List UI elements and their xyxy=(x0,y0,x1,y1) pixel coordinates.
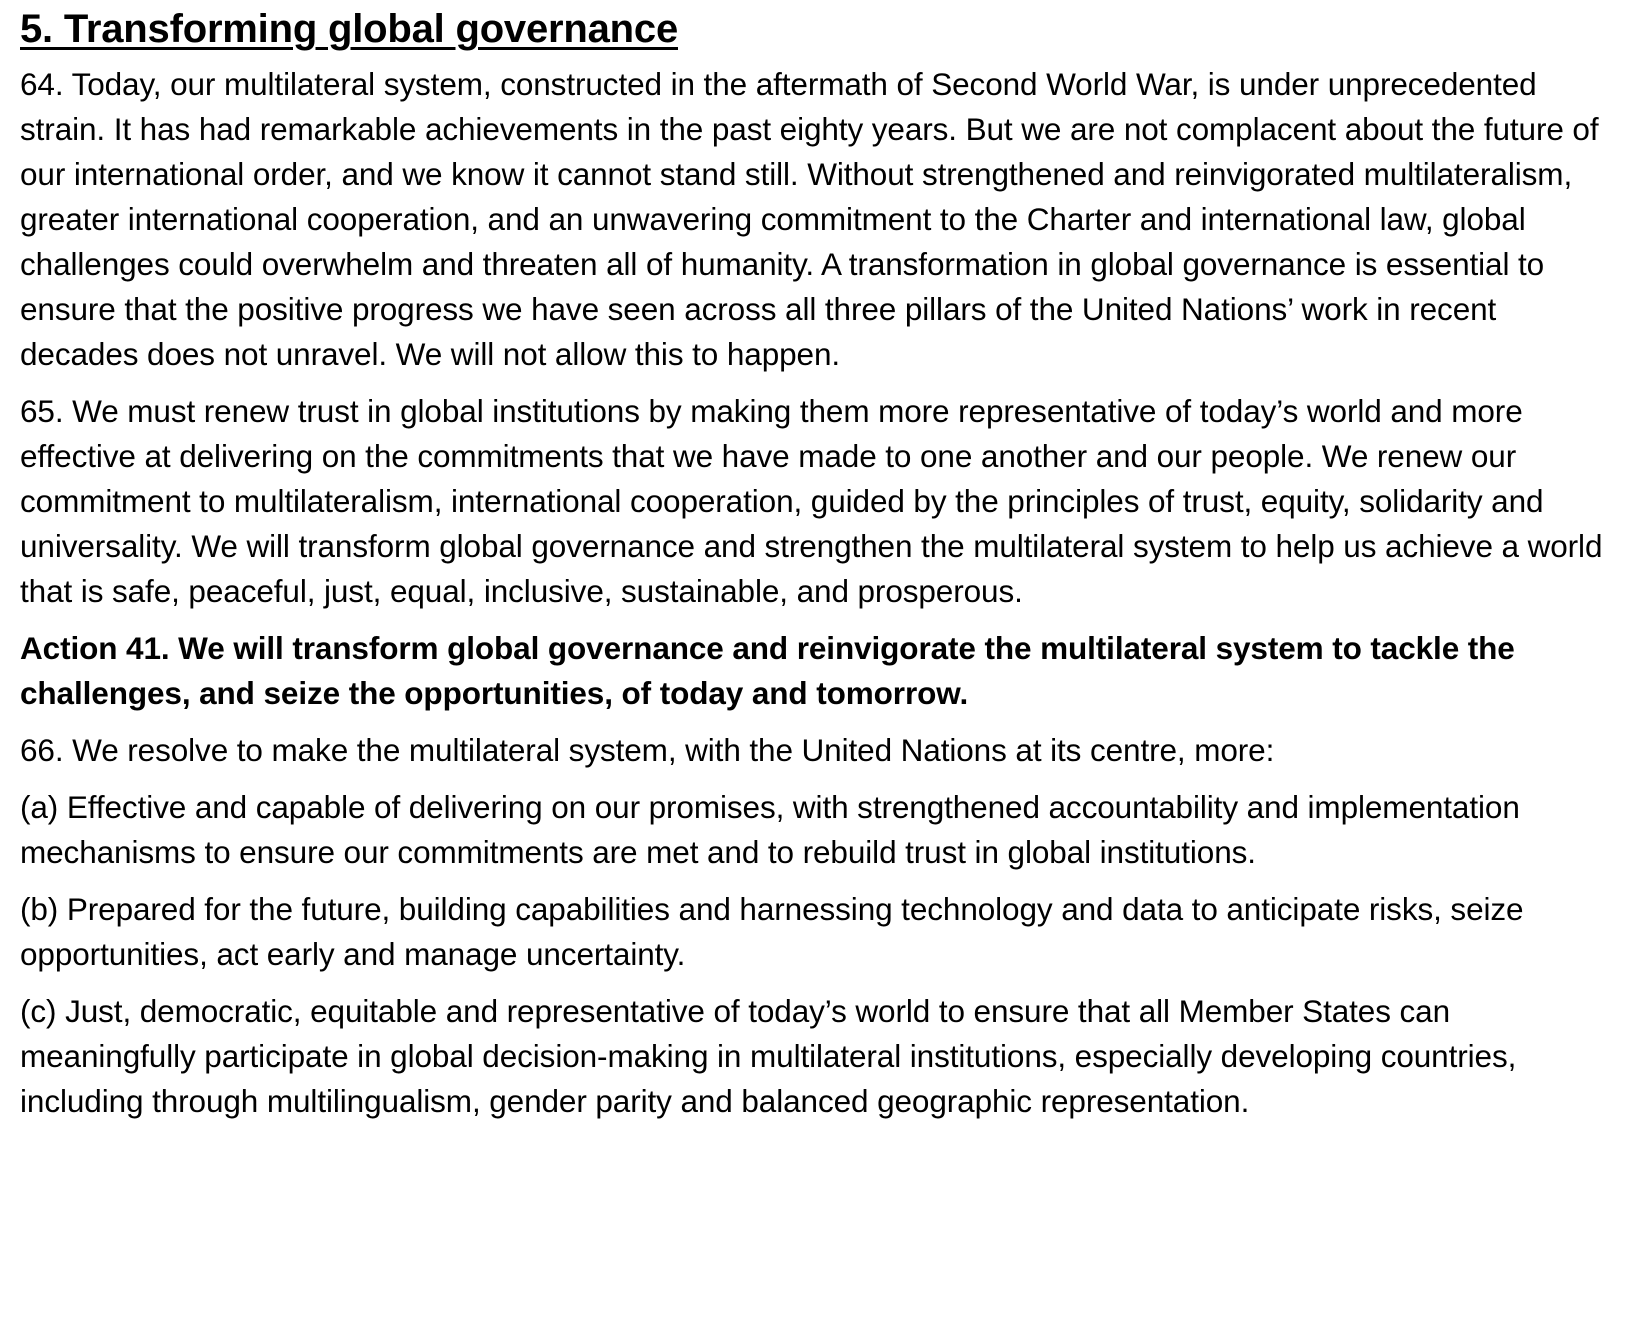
section-heading: 5. Transforming global governance xyxy=(20,7,678,51)
list-item-a: (a) Effective and capable of delivering on our promises, with strengthened accountability and implementation mechanisms to ensure our commitments are met and to rebuild trust in global institutions. xyxy=(20,789,1520,870)
paragraph-64: 64. Today, our multilateral system, constructed in the aftermath of Second World War, is under unprecedented strain. It has had remarkable achievements in the past eighty years. But we are not complacent about the future of our international order, and we know it cannot stand still. Without strengthened and reinvigorated multilateralism, greater international cooperation, and an unwavering commitment to the Charter and international law, global challenges could overwhelm and threaten all of humanity. A transformation in global governance is essential to ensure that the positive progress we have seen across all three pillars of the United Nations’ work in recent decades does not unravel. We will not allow this to happen. xyxy=(20,66,1599,372)
document-page xyxy=(20,6,1620,1136)
paragraph-66-intro: 66. We resolve to make the multilateral system, with the United Nations at its centre, more: xyxy=(20,732,1275,768)
list-item-b: (b) Prepared for the future, building capabilities and harnessing technology and data to anticipate risks, seize opportunities, act early and manage uncertainty. xyxy=(20,891,1524,972)
list-item-c: (c) Just, democratic, equitable and representative of today’s world to ensure that all Member States can meaningfully participate in global decision-making in multilateral institutions, especially developing countries, including through multilingualism, gender parity and balanced geographic representation. xyxy=(20,993,1517,1119)
paragraph-65: 65. We must renew trust in global institutions by making them more representative of today’s world and more effective at delivering on the commitments that we have made to one another and our people. We renew our commitment to multilateralism, international cooperation, guided by the principles of trust, equity, solidarity and universality. We will transform global governance and strengthen the multilateral system to help us achieve a world that is safe, peaceful, just, equal, inclusive, sustainable, and prosperous. xyxy=(20,393,1603,609)
action-41: Action 41. We will transform global governance and reinvigorate the multilateral system to tackle the challenges, and seize the opportunities, of today and tomorrow. xyxy=(20,630,1515,711)
